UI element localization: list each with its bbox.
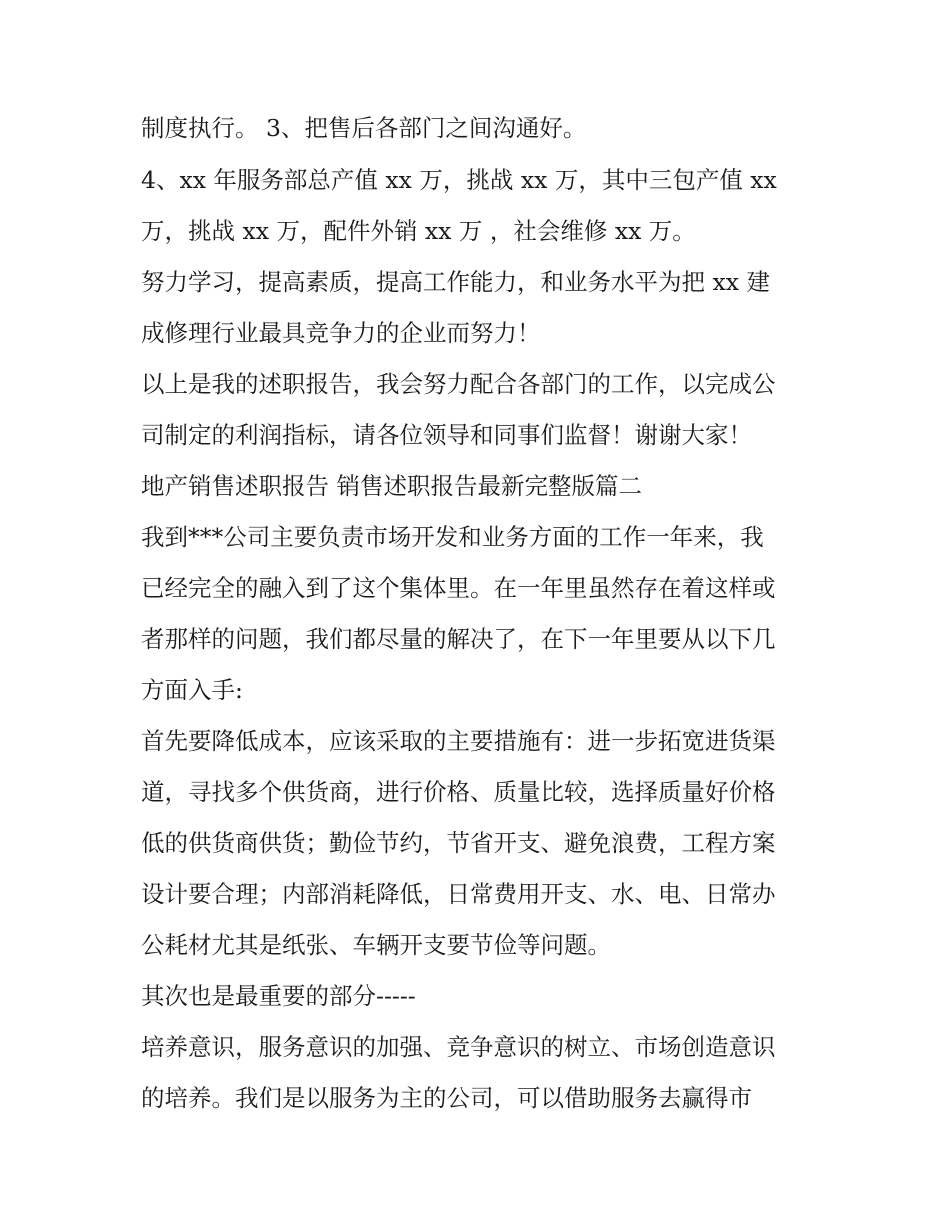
text-line: 者那样的问题，我们都尽量的解决了，在下一年里要从以下几	[141, 625, 776, 653]
section-heading: 地产销售述职报告 销售述职报告最新完整版篇二	[141, 472, 642, 500]
text-line: 培养意识，服务意识的加强、竞争意识的树立、市场创造意识	[141, 1033, 776, 1061]
text-line: 的培养。我们是以服务为主的公司，可以借助服务去赢得市	[141, 1084, 752, 1112]
text-line: 司制定的利润指标，请各位领导和同事们监督！谢谢大家！	[141, 421, 752, 449]
text-line: 以上是我的述职报告，我会努力配合各部门的工作，以完成公	[141, 370, 776, 398]
text-line: 4、xx 年服务部总产值 xx 万，挑战 xx 万，其中三包产值 xx	[141, 166, 777, 194]
text-line: 低的供货商供货；勤俭节约，节省开支、避免浪费，工程方案	[141, 829, 776, 857]
text-line: 成修理行业最具竞争力的企业而努力！	[141, 319, 541, 347]
text-line: 道，寻找多个供货商，进行价格、质量比较，选择质量好价格	[141, 778, 776, 806]
text-line: 设计要合理；内部消耗降低，日常费用开支、水、电、日常办	[141, 880, 776, 908]
text-line: 已经完全的融入到了这个集体里。在一年里虽然存在着这样或	[141, 574, 776, 602]
text-line: 努力学习，提高素质，提高工作能力，和业务水平为把 xx 建	[141, 268, 770, 296]
text-line: 制度执行。 3、把售后各部门之间沟通好。	[141, 114, 587, 142]
text-line: 方面入手:	[141, 676, 243, 704]
text-line: 公耗材尤其是纸张、车辆开支要节俭等问题。	[141, 931, 611, 959]
text-line: 其次也是最重要的部分-----	[141, 982, 416, 1010]
text-line: 万，挑战 xx 万，配件外销 xx 万 ，社会维修 xx 万。	[141, 217, 696, 245]
text-line: 我到***公司主要负责市场开发和业务方面的工作一年来，我	[141, 523, 764, 551]
text-line: 首先要降低成本，应该采取的主要措施有：进一步拓宽进货渠	[141, 727, 776, 755]
